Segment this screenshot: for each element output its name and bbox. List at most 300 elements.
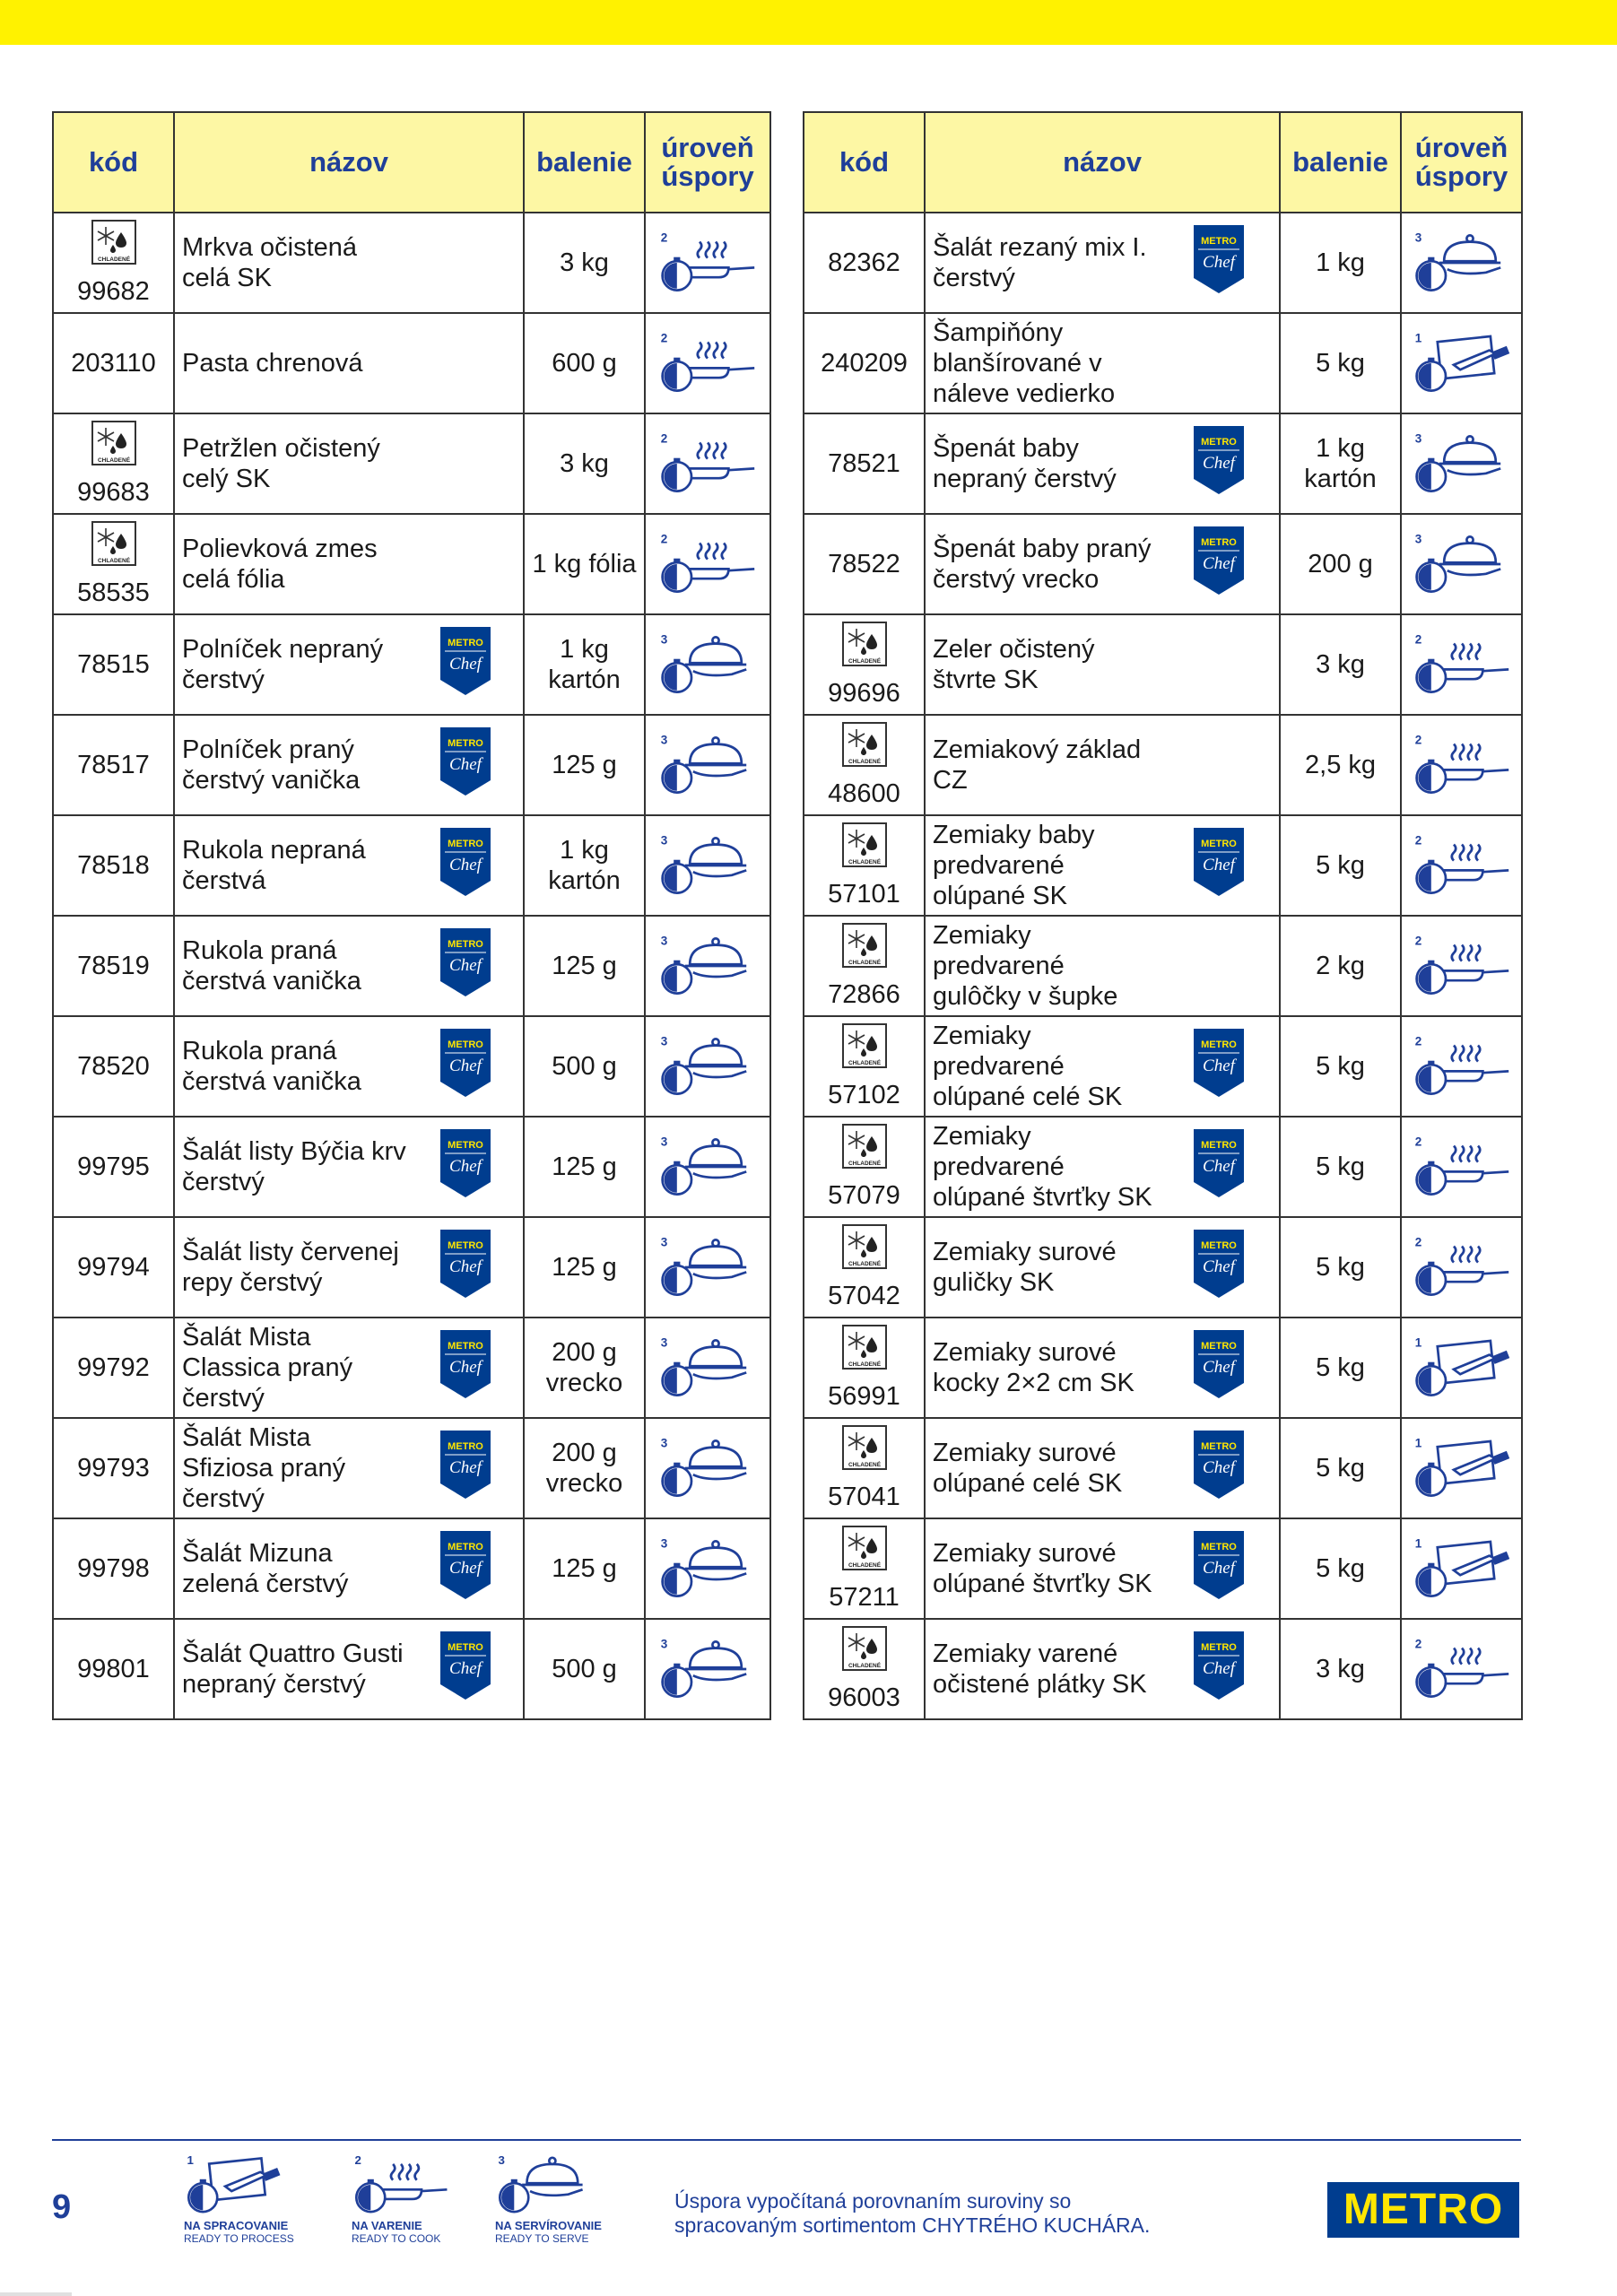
metro-chef-cell <box>1158 1518 1280 1619</box>
level-1-icon <box>1402 1436 1521 1500</box>
product-code-cell <box>53 1217 174 1318</box>
product-code-cell <box>53 614 174 715</box>
product-pack: 1 kg kartón <box>524 815 645 916</box>
product-code: 78515 <box>77 649 150 679</box>
metro-chef-cell <box>1158 815 1280 916</box>
product-pack: 125 g <box>524 715 645 815</box>
level-2-icon <box>1402 1235 1521 1300</box>
svg-text:Chef: Chef <box>1202 554 1235 573</box>
svg-text:METRO: METRO <box>1200 1542 1237 1552</box>
level-1-icon <box>184 2152 327 2217</box>
legend-subtitle: READY TO COOK <box>352 2232 441 2245</box>
product-code-cell <box>53 1518 174 1619</box>
metro-chef-badge <box>439 1039 491 1104</box>
product-code: 57102 <box>828 1080 900 1109</box>
svg-text:1: 1 <box>1414 1536 1421 1551</box>
product-code-cell <box>53 1418 174 1518</box>
product-code: 99792 <box>77 1352 150 1382</box>
product-name: Zemiakový základ CZ <box>925 715 1158 815</box>
product-pack: 5 kg <box>1280 1217 1401 1318</box>
table-row <box>53 916 770 1016</box>
svg-text:METRO: METRO <box>447 1542 483 1552</box>
svg-text:METRO: METRO <box>447 1441 483 1452</box>
svg-text:METRO: METRO <box>447 638 483 648</box>
savings-level-cell <box>1401 1016 1522 1117</box>
product-code: 203110 <box>71 348 156 378</box>
product-code: 57041 <box>828 1482 900 1511</box>
product-pack: 200 g vrecko <box>524 1318 645 1418</box>
metro-chef-cell <box>407 1619 524 1719</box>
metro-chef-cell <box>407 815 524 916</box>
table-row <box>804 815 1522 916</box>
product-name: Zemiaky baby predvarené olúpané SK <box>925 815 1158 916</box>
svg-text:2: 2 <box>1414 1135 1421 1149</box>
product-name: Zemiaky surové kocky 2×2 cm SK <box>925 1318 1158 1418</box>
level-3-icon <box>646 833 769 898</box>
product-code-cell <box>804 514 925 614</box>
savings-level-cell <box>1401 1518 1522 1619</box>
metro-chef-badge <box>439 1642 491 1707</box>
product-pack: 125 g <box>524 1217 645 1318</box>
svg-text:2: 2 <box>660 532 668 546</box>
metro-chef-cell <box>407 1518 524 1619</box>
metro-chef-cell <box>407 1016 524 1117</box>
top-yellow-bar <box>0 0 1617 45</box>
metro-chef-cell <box>1158 1016 1280 1117</box>
svg-text:3: 3 <box>660 1034 668 1048</box>
level-1-icon <box>1402 1335 1521 1400</box>
product-code: 57079 <box>828 1180 900 1210</box>
product-pack: 1 kg <box>1280 213 1401 313</box>
svg-text:3: 3 <box>498 2152 505 2167</box>
level-2-icon <box>646 532 769 596</box>
table-row <box>804 514 1522 614</box>
chilled-label: CHLADENÉ <box>848 1059 881 1066</box>
metro-chef-badge <box>1193 437 1245 501</box>
metro-chef-cell <box>1158 916 1280 1016</box>
table-header-row <box>53 112 770 213</box>
product-name: Šalát Quattro Gusti nepraný čerstvý <box>174 1619 407 1719</box>
product-pack: 3 kg <box>1280 1619 1401 1719</box>
table-row <box>53 1217 770 1318</box>
product-code: 240209 <box>821 348 908 378</box>
metro-chef-badge <box>439 1140 491 1205</box>
product-name: Šalát rezaný mix I. čerstvý <box>925 213 1158 313</box>
product-code: 48600 <box>828 778 900 808</box>
level-2-icon <box>1402 1034 1521 1099</box>
chilled-icon <box>804 622 924 674</box>
level-2-icon <box>352 2152 495 2217</box>
product-name: Zemiaky surové guličky SK <box>925 1217 1158 1318</box>
svg-text:Chef: Chef <box>1202 1358 1235 1377</box>
product-pack: 600 g <box>524 313 645 413</box>
level-2-icon <box>646 331 769 396</box>
table-row <box>804 614 1522 715</box>
product-code: 78518 <box>77 850 150 880</box>
svg-text:2: 2 <box>660 331 668 345</box>
level-3-icon <box>495 2152 639 2217</box>
product-code: 72866 <box>828 979 900 1009</box>
svg-text:3: 3 <box>660 833 668 848</box>
table-row <box>53 1418 770 1518</box>
product-name: Šalát listy červenej repy čerstvý <box>174 1217 407 1318</box>
svg-text:Chef: Chef <box>448 1559 482 1578</box>
metro-chef-badge <box>439 1240 491 1305</box>
savings-level-cell <box>645 614 770 715</box>
metro-chef-cell <box>407 614 524 715</box>
product-pack: 200 g vrecko <box>524 1418 645 1518</box>
level-3-icon <box>646 1335 769 1400</box>
table-row <box>804 1318 1522 1418</box>
svg-text:METRO: METRO <box>1200 537 1237 548</box>
metro-chef-badge <box>439 1441 491 1506</box>
product-name: Šalát Mista Classica praný čerstvý <box>174 1318 407 1418</box>
product-code: 99801 <box>77 1654 150 1683</box>
product-code-cell <box>53 1016 174 1117</box>
legend-title: NA SPRACOVANIE <box>184 2219 289 2232</box>
product-pack: 5 kg <box>1280 1016 1401 1117</box>
level-2-icon <box>352 2152 495 2217</box>
chilled-label: CHLADENÉ <box>848 657 881 665</box>
svg-text:2: 2 <box>1414 1235 1421 1249</box>
table-row <box>53 413 770 514</box>
level-1-icon <box>1402 331 1521 396</box>
level-3-icon <box>1402 230 1521 295</box>
chilled-icon <box>804 1626 924 1678</box>
product-code: 99794 <box>77 1252 150 1282</box>
table-row <box>804 1117 1522 1217</box>
header-pack: balenie <box>524 112 645 213</box>
savings-level-cell <box>645 715 770 815</box>
product-code-cell <box>804 1418 925 1518</box>
table-row <box>804 715 1522 815</box>
product-name: Zemiaky surové olúpané celé SK <box>925 1418 1158 1518</box>
product-code-cell <box>804 916 925 1016</box>
metro-chef-cell <box>407 1318 524 1418</box>
savings-level-cell <box>1401 1217 1522 1318</box>
svg-text:2: 2 <box>1414 833 1421 848</box>
product-pack: 3 kg <box>524 413 645 514</box>
product-name: Rukola praná čerstvá vanička <box>174 1016 407 1117</box>
product-code-cell <box>53 213 174 313</box>
table-row <box>53 1619 770 1719</box>
product-code-cell <box>53 1117 174 1217</box>
svg-text:2: 2 <box>1414 1034 1421 1048</box>
product-code: 96003 <box>828 1683 900 1712</box>
product-code-cell <box>804 413 925 514</box>
svg-text:Chef: Chef <box>1202 856 1235 874</box>
level-2-icon <box>1402 632 1521 697</box>
level-2-icon <box>1402 934 1521 998</box>
chilled-icon <box>804 1325 924 1377</box>
level-3-icon <box>646 1034 769 1099</box>
product-code: 56991 <box>828 1381 900 1411</box>
svg-text:1: 1 <box>1414 1436 1421 1450</box>
product-name: Mrkva očistená celá SK <box>174 213 407 313</box>
product-code-cell <box>53 916 174 1016</box>
savings-level-cell <box>1401 413 1522 514</box>
savings-level-cell <box>645 1619 770 1719</box>
svg-text:Chef: Chef <box>1202 253 1235 272</box>
svg-text:METRO: METRO <box>1200 236 1237 247</box>
metro-chef-cell <box>1158 1418 1280 1518</box>
table-row <box>804 413 1522 514</box>
svg-text:METRO: METRO <box>1200 437 1237 448</box>
metro-chef-badge <box>439 738 491 803</box>
savings-level-cell <box>645 916 770 1016</box>
svg-text:METRO: METRO <box>447 1039 483 1050</box>
savings-level-cell <box>1401 614 1522 715</box>
product-pack: 5 kg <box>1280 1418 1401 1518</box>
svg-text:METRO: METRO <box>447 1341 483 1352</box>
product-table-left <box>52 111 771 1720</box>
product-pack: 125 g <box>524 1518 645 1619</box>
svg-text:3: 3 <box>1414 532 1421 546</box>
svg-text:3: 3 <box>660 1335 668 1350</box>
savings-level-cell <box>645 313 770 413</box>
product-code-cell <box>804 1619 925 1719</box>
product-pack: 1 kg fólia <box>524 514 645 614</box>
svg-text:Chef: Chef <box>448 1257 482 1276</box>
product-code-cell <box>804 815 925 916</box>
table-row <box>804 1016 1522 1117</box>
level-3-icon <box>646 1235 769 1300</box>
savings-level-cell <box>645 413 770 514</box>
chilled-label: CHLADENÉ <box>848 1160 881 1167</box>
savings-level-cell <box>645 514 770 614</box>
svg-text:Chef: Chef <box>448 1057 482 1075</box>
product-code: 57042 <box>828 1281 900 1310</box>
level-2-icon <box>646 431 769 496</box>
level-2-icon <box>1402 733 1521 797</box>
table-row <box>804 1217 1522 1318</box>
metro-chef-cell <box>1158 313 1280 413</box>
product-pack: 5 kg <box>1280 313 1401 413</box>
chilled-label: CHLADENÉ <box>848 1260 881 1267</box>
metro-chef-badge <box>1193 1039 1245 1104</box>
product-name: Zeler očistený štvrte SK <box>925 614 1158 715</box>
svg-text:METRO: METRO <box>1200 1441 1237 1452</box>
savings-note: Úspora vypočítaná porovnaním suroviny so spracovaným sortimentom CHYTRÉHO KUCHÁRA. <box>674 2189 1151 2237</box>
chilled-icon <box>804 722 924 774</box>
svg-text:2: 2 <box>1414 1637 1421 1651</box>
level-1-icon <box>1402 1536 1521 1601</box>
product-name: Polievková zmes celá fólia <box>174 514 407 614</box>
chilled-label: CHLADENÉ <box>848 1461 881 1468</box>
product-code: 78522 <box>828 549 900 578</box>
metro-chef-cell <box>1158 1117 1280 1217</box>
chilled-label: CHLADENÉ <box>848 1361 881 1368</box>
svg-text:2: 2 <box>660 230 668 245</box>
chilled-icon <box>804 1526 924 1578</box>
metro-chef-cell <box>407 213 524 313</box>
product-pack: 3 kg <box>524 213 645 313</box>
svg-text:Chef: Chef <box>448 1157 482 1176</box>
metro-chef-cell <box>1158 1318 1280 1418</box>
product-name: Šalát listy Býčia krv čerstvý <box>174 1117 407 1217</box>
product-code-cell <box>53 413 174 514</box>
svg-text:3: 3 <box>660 632 668 647</box>
product-code-cell <box>804 213 925 313</box>
chilled-icon <box>54 521 173 573</box>
metro-chef-badge <box>439 1542 491 1606</box>
product-code: 99682 <box>77 276 150 306</box>
table-header-row <box>804 112 1522 213</box>
metro-chef-badge <box>1193 236 1245 300</box>
product-code: 57211 <box>829 1582 900 1612</box>
table-row <box>53 1318 770 1418</box>
footer-divider <box>52 2139 1521 2141</box>
svg-text:2: 2 <box>354 2152 361 2167</box>
savings-level-cell <box>1401 313 1522 413</box>
product-pack: 1 kg kartón <box>1280 413 1401 514</box>
savings-level-cell <box>1401 213 1522 313</box>
savings-level-cell <box>1401 815 1522 916</box>
metro-chef-cell <box>407 1217 524 1318</box>
level-3-icon <box>1402 431 1521 496</box>
chilled-label: CHLADENÉ <box>848 959 881 966</box>
level-3-icon <box>495 2152 639 2217</box>
level-2-icon <box>646 230 769 295</box>
metro-chef-cell <box>407 715 524 815</box>
product-code-cell <box>804 1318 925 1418</box>
savings-level-cell <box>1401 514 1522 614</box>
metro-chef-badge <box>439 1341 491 1405</box>
table-row <box>804 916 1522 1016</box>
product-code: 99795 <box>77 1152 150 1181</box>
savings-level-cell <box>645 1518 770 1619</box>
product-code-cell <box>804 1117 925 1217</box>
svg-text:Chef: Chef <box>1202 1057 1235 1075</box>
product-code-cell <box>804 1217 925 1318</box>
level-2-icon <box>1402 1135 1521 1199</box>
svg-text:Chef: Chef <box>448 655 482 674</box>
svg-text:2: 2 <box>1414 934 1421 948</box>
table-row <box>53 1016 770 1117</box>
savings-level-cell <box>1401 1619 1522 1719</box>
svg-text:2: 2 <box>1414 632 1421 647</box>
page-number: 9 <box>52 2188 72 2226</box>
product-code: 58535 <box>77 578 150 607</box>
svg-text:METRO: METRO <box>1200 1140 1237 1151</box>
chilled-icon <box>804 1224 924 1276</box>
metro-chef-badge <box>1193 1240 1245 1305</box>
product-name: Špenát baby nepraný čerstvý <box>925 413 1158 514</box>
table-row <box>804 213 1522 313</box>
chilled-label: CHLADENÉ <box>848 858 881 865</box>
legend-subtitle: READY TO PROCESS <box>184 2232 294 2245</box>
chilled-label: CHLADENÉ <box>848 1662 881 1669</box>
product-name: Zemiaky varené očistené plátky SK <box>925 1619 1158 1719</box>
chilled-label: CHLADENÉ <box>848 758 881 765</box>
svg-text:METRO: METRO <box>447 939 483 950</box>
product-pack: 2,5 kg <box>1280 715 1401 815</box>
svg-text:2: 2 <box>660 431 668 446</box>
svg-text:METRO: METRO <box>1200 1341 1237 1352</box>
product-name: Rukola nepraná čerstvá <box>174 815 407 916</box>
savings-level-cell <box>1401 1117 1522 1217</box>
savings-level-cell <box>1401 916 1522 1016</box>
svg-text:METRO: METRO <box>1200 1039 1237 1050</box>
table-row <box>804 1518 1522 1619</box>
product-code: 99683 <box>77 477 150 507</box>
product-pack: 5 kg <box>1280 1318 1401 1418</box>
product-name: Špenát baby praný čerstvý vrecko <box>925 514 1158 614</box>
product-code: 99696 <box>828 678 900 708</box>
metro-chef-badge <box>439 939 491 1004</box>
product-pack: 125 g <box>524 916 645 1016</box>
svg-text:METRO: METRO <box>447 839 483 849</box>
product-code-cell <box>53 1318 174 1418</box>
product-pack: 500 g <box>524 1016 645 1117</box>
chilled-icon <box>804 1023 924 1075</box>
table-row <box>53 815 770 916</box>
product-pack: 5 kg <box>1280 1117 1401 1217</box>
product-code: 78517 <box>77 750 150 779</box>
product-name: Rukola praná čerstvá vanička <box>174 916 407 1016</box>
svg-text:METRO: METRO <box>1200 839 1237 849</box>
product-pack: 200 g <box>1280 514 1401 614</box>
metro-chef-cell <box>1158 1217 1280 1318</box>
chilled-label: CHLADENÉ <box>848 1561 881 1569</box>
product-name: Polníček praný čerstvý vanička <box>174 715 407 815</box>
metro-chef-cell <box>407 916 524 1016</box>
svg-text:METRO: METRO <box>447 738 483 749</box>
metro-chef-badge <box>1193 1140 1245 1205</box>
savings-level-cell <box>1401 715 1522 815</box>
metro-chef-cell <box>407 313 524 413</box>
legend-title: NA VARENIE <box>352 2219 422 2232</box>
product-pack: 5 kg <box>1280 815 1401 916</box>
product-code-cell <box>804 313 925 413</box>
product-code-cell <box>53 313 174 413</box>
table-row <box>53 1518 770 1619</box>
product-name: Šampiňóny blanšírované v náleve vedierko <box>925 313 1158 413</box>
chilled-icon <box>54 220 173 272</box>
legend-level-1 <box>184 2152 327 2245</box>
table-row <box>53 514 770 614</box>
savings-level-cell <box>645 1418 770 1518</box>
product-code-cell <box>804 614 925 715</box>
level-1-icon <box>184 2152 327 2217</box>
svg-text:3: 3 <box>660 1135 668 1149</box>
savings-level-cell <box>1401 1418 1522 1518</box>
svg-text:3: 3 <box>660 1436 668 1450</box>
svg-text:3: 3 <box>660 1235 668 1249</box>
metro-chef-badge <box>1193 1341 1245 1405</box>
svg-text:METRO: METRO <box>1200 1642 1237 1653</box>
header-level: úroveň úspory <box>645 112 770 213</box>
svg-text:3: 3 <box>1414 431 1421 446</box>
header-level: úroveň úspory <box>1401 112 1522 213</box>
svg-text:METRO: METRO <box>447 1642 483 1653</box>
metro-chef-cell <box>407 413 524 514</box>
legend-subtitle: READY TO SERVE <box>495 2232 589 2245</box>
metro-chef-badge <box>439 638 491 702</box>
product-code: 78519 <box>77 951 150 980</box>
metro-chef-cell <box>407 514 524 614</box>
product-code: 99793 <box>77 1453 150 1483</box>
level-3-icon <box>646 733 769 797</box>
table-row <box>804 1418 1522 1518</box>
svg-text:2: 2 <box>1414 733 1421 747</box>
metro-chef-badge <box>439 839 491 903</box>
product-pack: 3 kg <box>1280 614 1401 715</box>
product-name: Polníček nepraný čerstvý <box>174 614 407 715</box>
svg-text:3: 3 <box>660 1637 668 1651</box>
chilled-icon <box>804 1124 924 1176</box>
product-pack: 500 g <box>524 1619 645 1719</box>
